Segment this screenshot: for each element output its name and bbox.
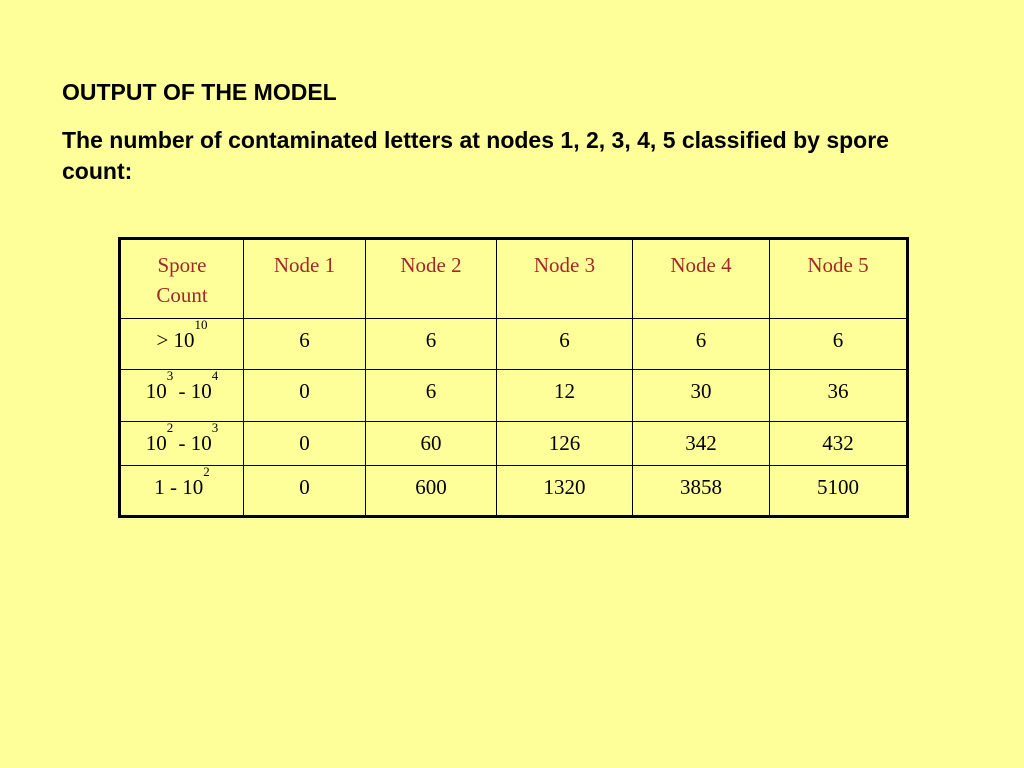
table-cell: 6 [633, 319, 770, 370]
spore-count-table [118, 237, 909, 518]
table-cell: 6 [770, 319, 908, 370]
header-node-5: Node 5 [770, 239, 908, 319]
table-header-row [120, 239, 908, 319]
table-row [120, 466, 908, 517]
header-spore-count [120, 239, 244, 319]
table-cell: 6 [366, 370, 497, 422]
slide-subtitle: The number of contaminated letters at nodes 1, 2, 3, 4, 5 classified by spore count: [62, 127, 889, 184]
table-cell: 0 [244, 370, 366, 422]
table-cell: 36 [770, 370, 908, 422]
table-cell: 3858 [633, 466, 770, 517]
header-node-2: Node 2 [366, 239, 497, 319]
table-cell: 0 [244, 466, 366, 517]
row-label: $1 - 10^2$ [120, 466, 244, 517]
table-cell: 432 [770, 422, 908, 466]
table-cell: 6 [497, 319, 633, 370]
slide-title: OUTPUT OF THE MODEL [62, 79, 337, 105]
table-cell: 6 [244, 319, 366, 370]
table-row [120, 422, 908, 466]
table-row [120, 319, 908, 370]
header-node-4: Node 4 [633, 239, 770, 319]
row-label: > $10^{10}$ [120, 319, 244, 370]
table-cell: 30 [633, 370, 770, 422]
header-spore-line2: Count [156, 283, 208, 307]
table-cell: 12 [497, 370, 633, 422]
row-label: $10^3 - 10^4$ [120, 370, 244, 422]
table-cell: 342 [633, 422, 770, 466]
table-cell: 126 [497, 422, 633, 466]
table-cell: 1320 [497, 466, 633, 517]
header-node-3: Node 3 [497, 239, 633, 319]
header-node-1: Node 1 [244, 239, 366, 319]
table-cell: 600 [366, 466, 497, 517]
header-spore-line1: Spore [157, 253, 207, 277]
table-cell: 0 [244, 422, 366, 466]
table-row [120, 370, 908, 422]
row-label: $10^2 - 10^3$ [120, 422, 244, 466]
table-cell: 5100 [770, 466, 908, 517]
table-cell: 6 [366, 319, 497, 370]
table-cell: 60 [366, 422, 497, 466]
